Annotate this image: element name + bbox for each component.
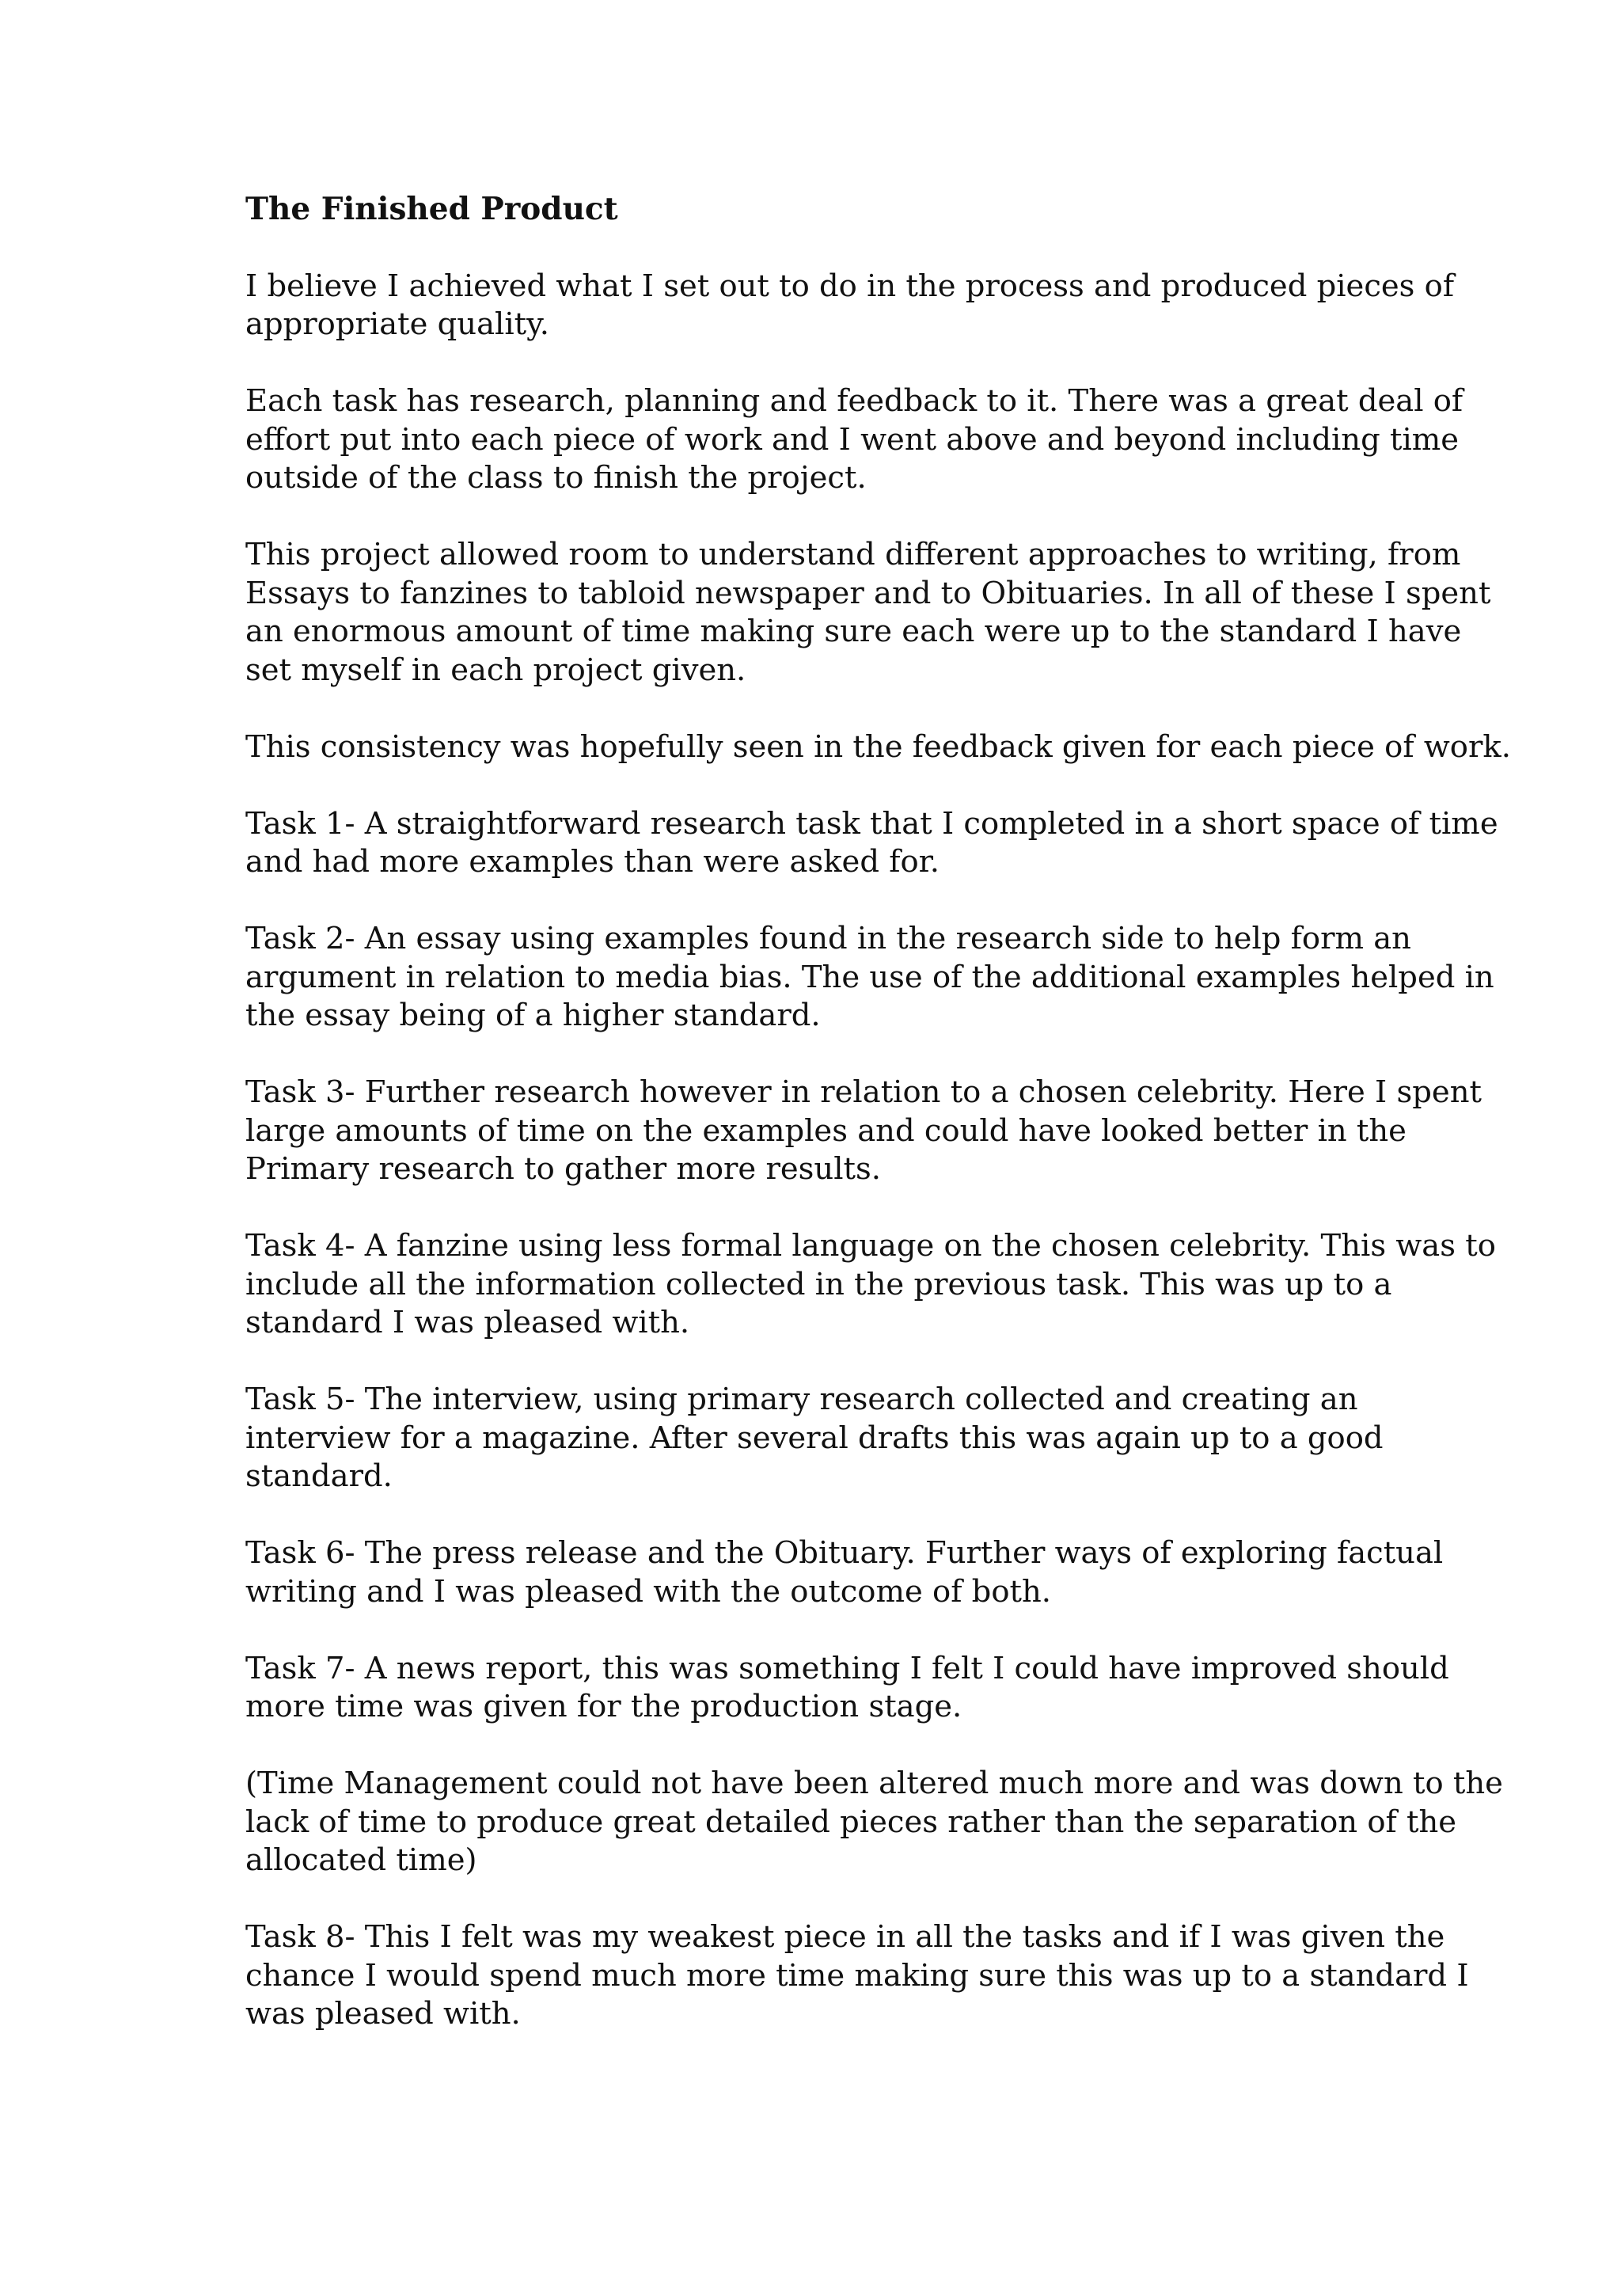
paragraph-intro bbox=[245, 268, 1455, 344]
paragraph-line: standard. bbox=[245, 1458, 393, 1494]
paragraph-task-8 bbox=[245, 1918, 1469, 2034]
paragraph-line: include all the information collected in the previous task. This was up to a bbox=[245, 1266, 1392, 1302]
paragraph-line: allocated time) bbox=[245, 1842, 477, 1878]
paragraph-approaches bbox=[245, 536, 1491, 690]
paragraph-task-3 bbox=[245, 1074, 1482, 1189]
paragraph-consistency bbox=[245, 728, 1511, 767]
paragraph-line: Task 3- Further research however in relation to a chosen celebrity. Here I spent bbox=[245, 1074, 1482, 1110]
paragraph-task-5 bbox=[245, 1381, 1385, 1496]
document-page bbox=[245, 190, 1511, 2072]
paragraph-line: set myself in each project given. bbox=[245, 652, 746, 688]
paragraph-line: Each task has research, planning and feedback to it. There was a great deal of bbox=[245, 383, 1463, 419]
paragraph-line: more time was given for the production stage. bbox=[245, 1689, 962, 1724]
paragraph-line: lack of time to produce great detailed pieces rather than the separation of the bbox=[245, 1804, 1457, 1840]
paragraph-line: and had more examples than were asked for. bbox=[245, 844, 940, 880]
paragraph-research-planning bbox=[245, 382, 1463, 498]
paragraph-task-6 bbox=[245, 1534, 1444, 1611]
paragraph-line: Task 4- A fanzine using less formal language on the chosen celebrity. This was to bbox=[245, 1228, 1496, 1264]
paragraph-line: large amounts of time on the examples and could have looked better in the bbox=[245, 1112, 1407, 1149]
paragraph-line: the essay being of a higher standard. bbox=[245, 998, 821, 1033]
paragraph-time-management bbox=[245, 1765, 1503, 1880]
paragraph-line: effort put into each piece of work and I went above and beyond including time bbox=[245, 421, 1460, 458]
paragraph-task-2 bbox=[245, 920, 1494, 1036]
paragraph-line: argument in relation to media bias. The use of the additional examples helped in bbox=[245, 959, 1494, 995]
paragraph-line: (Time Management could not have been altered much more and was down to the bbox=[245, 1766, 1503, 1801]
paragraph-line: I believe I achieved what I set out to do in the process and produced pieces of bbox=[245, 268, 1455, 304]
paragraph-task-4 bbox=[245, 1227, 1496, 1343]
paragraph-line: Task 1- A straightforward research task that I completed in a short space of time bbox=[245, 805, 1498, 842]
paragraph-line: This consistency was hopefully seen in the feedback given for each piece of work. bbox=[245, 728, 1511, 765]
paragraph-task-7 bbox=[245, 1650, 1449, 1727]
paragraph-line: chance I would spend much more time making sure this was up to a standard I bbox=[245, 1957, 1469, 1994]
paragraph-line: outside of the class to finish the project. bbox=[245, 460, 867, 496]
paragraph-line: was pleased with. bbox=[245, 1996, 521, 2032]
paragraph-line: This project allowed room to understand different approaches to writing, from bbox=[245, 537, 1461, 572]
paragraph-line: appropriate quality. bbox=[245, 306, 550, 342]
document-title: The Finished Product bbox=[245, 191, 618, 227]
paragraph-line: interview for a magazine. After several drafts this was again up to a good bbox=[245, 1420, 1384, 1456]
paragraph-line: writing and I was pleased with the outcome of both. bbox=[245, 1573, 1052, 1610]
paragraph-line: Task 7- A news report, this was something I felt I could have improved should bbox=[245, 1650, 1449, 1686]
paragraph-line: Primary research to gather more results. bbox=[245, 1151, 881, 1187]
paragraph-line: Task 8- This I felt was my weakest piece in all the tasks and if I was given the bbox=[245, 1919, 1445, 1955]
paragraph-task-1 bbox=[245, 805, 1498, 882]
paragraph-line: an enormous amount of time making sure each were up to the standard I have bbox=[245, 614, 1462, 649]
paragraph-line: Task 6- The press release and the Obituary. Further ways of exploring factual bbox=[245, 1535, 1444, 1571]
paragraph-line: Essays to fanzines to tabloid newspaper and to Obituaries. In all of these I spent bbox=[245, 575, 1491, 611]
paragraph-line: standard I was pleased with. bbox=[245, 1305, 690, 1340]
paragraph-line: Task 2- An essay using examples found in the research side to help form an bbox=[245, 921, 1411, 956]
paragraph-line: Task 5- The interview, using primary research collected and creating an bbox=[245, 1382, 1358, 1417]
